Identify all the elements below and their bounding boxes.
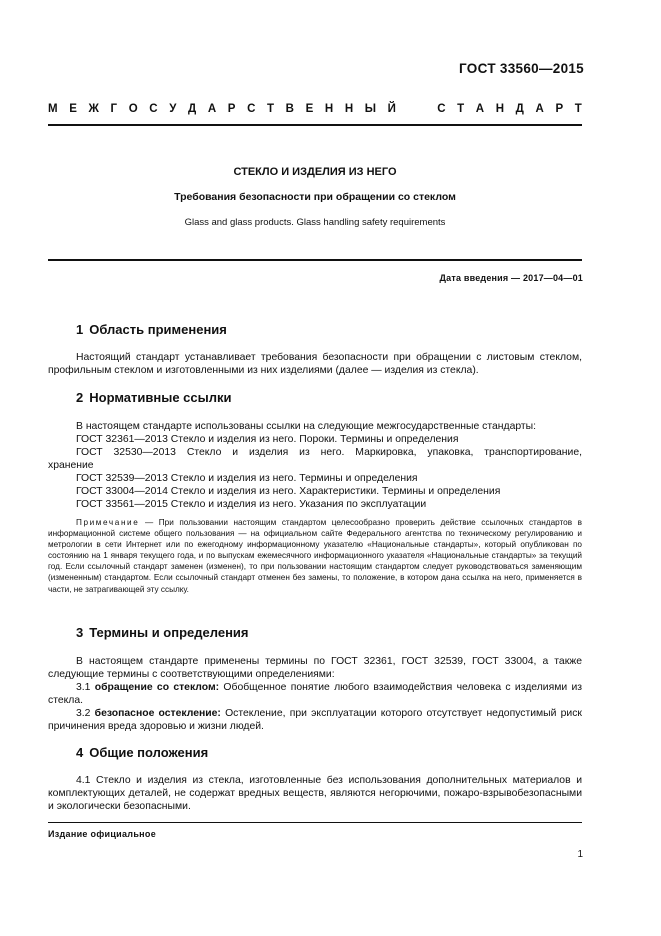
- banner-letter: Е: [305, 103, 314, 115]
- banner-letter: А: [475, 103, 485, 115]
- banner-letter: Н: [495, 103, 505, 115]
- term-number: 3.2: [76, 708, 91, 719]
- banner-letter: М: [48, 103, 58, 115]
- banner-letter: [422, 103, 425, 115]
- section-title: Нормативные ссылки: [89, 390, 232, 405]
- section-number: 1: [76, 322, 84, 337]
- document-code: ГОСТ 33560—2015: [459, 61, 584, 76]
- banner-letter: Р: [555, 103, 564, 115]
- reference-item: ГОСТ 32361—2013 Стекло и изделия из него. Пороки. Термины и определения: [76, 434, 459, 445]
- reference-item: ГОСТ 33004—2014 Стекло и изделия из него. Характеристики. Термины и определения: [76, 486, 501, 497]
- banner-letter: Н: [324, 103, 334, 115]
- references-note: [48, 517, 582, 595]
- section-heading-2: [76, 390, 231, 405]
- reference-item-continuation: хранение: [48, 460, 94, 471]
- clause-text: Стекло и изделия из стекла, изготовленные без использования дополнительных материалов и комплектующих деталей, не содержат вредных веществ, являются негорючими, пожаро-взрывобезопасными и экологически безопасными.: [48, 775, 582, 812]
- banner-letter: С: [437, 103, 446, 115]
- banner-letter: Г: [110, 103, 118, 115]
- official-edition-label: Издание официальное: [48, 829, 157, 839]
- section-heading-3: [76, 625, 249, 640]
- page-number: 1: [577, 849, 583, 860]
- reference-item: ГОСТ 32530—2013 Стекло и изделия из него. Маркировка, упаковка, транспортирование,: [76, 447, 582, 458]
- section-number: 2: [76, 390, 84, 405]
- terms-intro: В настоящем стандарте применены термины по ГОСТ 32361, ГОСТ 32539, ГОСТ 33004, а также следующие термины с соответствующими определениями:: [48, 656, 582, 680]
- banner-letter: Т: [267, 103, 275, 115]
- standard-title: СТЕКЛО И ИЗДЕЛИЯ ИЗ НЕГО: [233, 166, 397, 178]
- banner-letter: Ы: [364, 103, 377, 115]
- banner-letter: Ж: [88, 103, 99, 115]
- term-3-2: [48, 707, 582, 733]
- banner-letter: С: [247, 103, 256, 115]
- banner-letter: Й: [387, 103, 396, 115]
- banner-letter: А: [207, 103, 217, 115]
- term-name: безопасное остекление:: [94, 708, 221, 719]
- note-label: Примечание: [76, 518, 140, 527]
- term-number: 3.1: [76, 682, 91, 693]
- banner-letter: С: [149, 103, 158, 115]
- standard-subtitle: Требования безопасности при обращении со стеклом: [174, 191, 456, 203]
- section-title: Термины и определения: [89, 625, 249, 640]
- banner-letter: Д: [515, 103, 524, 115]
- term-name: обращение со стеклом:: [94, 682, 220, 693]
- section-title: Область применения: [89, 322, 227, 337]
- note-text: — При пользовании настоящим стандартом целесообразно проверить действие ссылочных стандартов в информационной системе общего пользования — на официальном сайте Федерального агентства по техническому регулированию и метрологии в сети Интернет или по ежегодному информационному указателю «Национальные стандарты», который опубликован по состоянию на 1 января текущего года, и по выпускам ежемесячного информационного указателя «Национальные стандарты» за текущий год. Если ссылочный стандарт заменен (изменен), то при пользовании настоящим стандартом следует руководствоваться заменяющим (измененным) стандартом. Если ссылочный стандарт отменен без замены, то положение, в котором дана ссылка на него, применяется в части, не затрагивающей эту ссылку.: [48, 518, 582, 594]
- banner-letter: У: [169, 103, 177, 115]
- clause-4-1: [48, 774, 582, 813]
- references-intro: В настоящем стандарте использованы ссылки на следующие межгосударственные стандарты:: [76, 421, 537, 432]
- term-definition: Обобщенное понятие любого взаимодействия человека с изделиями из стекла.: [48, 682, 583, 706]
- reference-item: ГОСТ 32539—2013 Стекло и изделия из него. Термины и определения: [76, 473, 418, 484]
- banner-letter: [408, 103, 411, 115]
- section-number: 3: [76, 625, 84, 640]
- banner-letter: Н: [344, 103, 354, 115]
- clause-number: 4.1: [76, 775, 91, 786]
- header-rule: [48, 124, 582, 126]
- term-definition: Остекление, при эксплуатации которого отсутствует недопустимый риск причинения вреда здоровью и жизни людей.: [48, 708, 582, 732]
- banner-letter: В: [285, 103, 294, 115]
- standard-title-english: Glass and glass products. Glass handling safety requirements: [184, 217, 446, 228]
- interstate-standard-banner: [48, 103, 582, 115]
- title-rule: [48, 259, 582, 261]
- reference-item: ГОСТ 33561—2015 Стекло и изделия из него. Указания по эксплуатации: [76, 499, 427, 510]
- term-3-1: [48, 681, 582, 707]
- banner-letter: Т: [457, 103, 465, 115]
- section-1-paragraph: Настоящий стандарт устанавливает требования безопасности при обращении с листовым стеклом, профильным стеклом и изготовленными из них изделиями (далее — изделия из стекла).: [48, 352, 582, 376]
- banner-letter: А: [535, 103, 544, 115]
- banner-letter: Е: [69, 103, 77, 115]
- section-heading-4: [76, 745, 208, 760]
- banner-letter: Т: [574, 103, 582, 115]
- banner-letter: Р: [227, 103, 236, 115]
- section-title: Общие положения: [89, 745, 209, 760]
- introduction-date: Дата введения — 2017—04—01: [439, 273, 583, 283]
- section-heading-1: [76, 322, 227, 337]
- banner-letter: О: [128, 103, 138, 115]
- banner-letter: Д: [188, 103, 197, 115]
- section-number: 4: [76, 745, 84, 760]
- footer-rule: [48, 822, 582, 823]
